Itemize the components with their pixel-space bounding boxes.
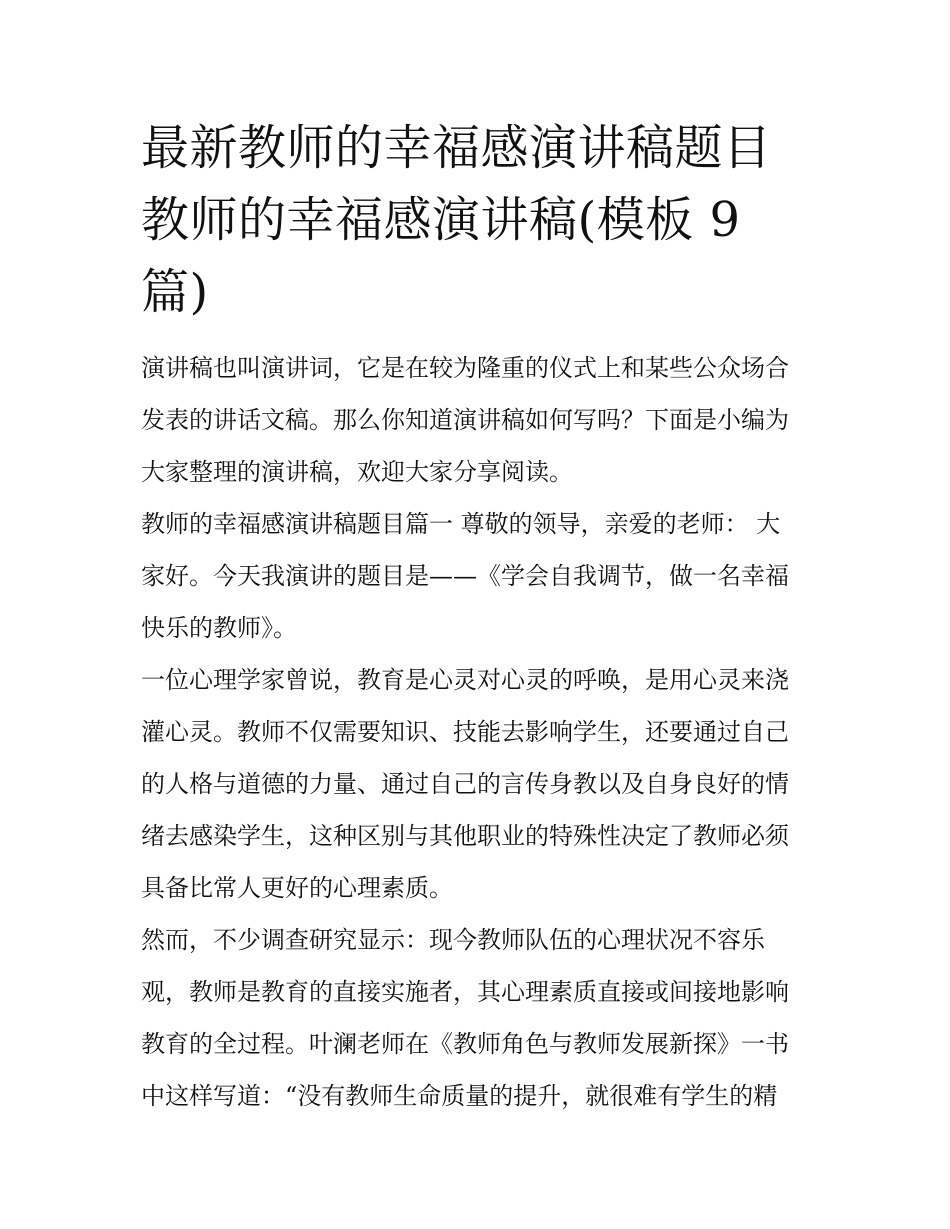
paragraph-greeting (141, 498, 813, 654)
text-line: 具备比常人更好的心理素质。 (141, 874, 453, 902)
text-line: 灌心灵。教师不仅需要知识、技能去影响学生，还要通过自己 (141, 718, 789, 746)
text-line: 的人格与道德的力量、通过自己的言传身教以及自身良好的情 (141, 770, 789, 798)
text-line: 然而，不少调查研究显示：现今教师队伍的心理状况不容乐 (141, 926, 765, 954)
text-line: 大家整理的演讲稿，欢迎大家分享阅读。 (141, 458, 573, 486)
text-line: 发表的讲话文稿。那么你知道演讲稿如何写吗？下面是小编为 (141, 406, 789, 434)
title-line: 最新教师的幸福感演讲稿题目 (141, 120, 772, 176)
text-line: 一位心理学家曾说，教育是心灵对心灵的呼唤，是用心灵来浇 (141, 666, 789, 694)
text-line: 家好。今天我演讲的题目是——《学会自我调节，做一名幸福 (141, 562, 789, 590)
title-line: 篇) (141, 264, 209, 320)
text-line: 演讲稿也叫演讲词，它是在较为隆重的仪式上和某些公众场合 (141, 354, 789, 382)
text-line: 教育的全过程。叶澜老师在《教师角色与教师发展新探》一书 (141, 1030, 789, 1058)
paragraph-intro (141, 342, 813, 498)
text-line: 中这样写道：“没有教师生命质量的提升，就很难有学生的精 (141, 1082, 778, 1110)
title-line: 教师的幸福感演讲稿(模板 9 (141, 192, 741, 248)
text-line: 快乐的教师》。 (141, 614, 297, 642)
text-line: 观，教师是教育的直接实施者，其心理素质直接或间接地影响 (141, 978, 789, 1006)
document-title (141, 112, 813, 328)
paragraph-survey (141, 914, 813, 1122)
text-line: 教师的幸福感演讲稿题目篇一 尊敬的领导，亲爱的老师： 大 (141, 510, 781, 538)
text-line: 绪去感染学生，这种区别与其他职业的特殊性决定了教师必须 (141, 822, 789, 850)
document-body (141, 112, 813, 1122)
paragraph-psychology (141, 654, 813, 914)
